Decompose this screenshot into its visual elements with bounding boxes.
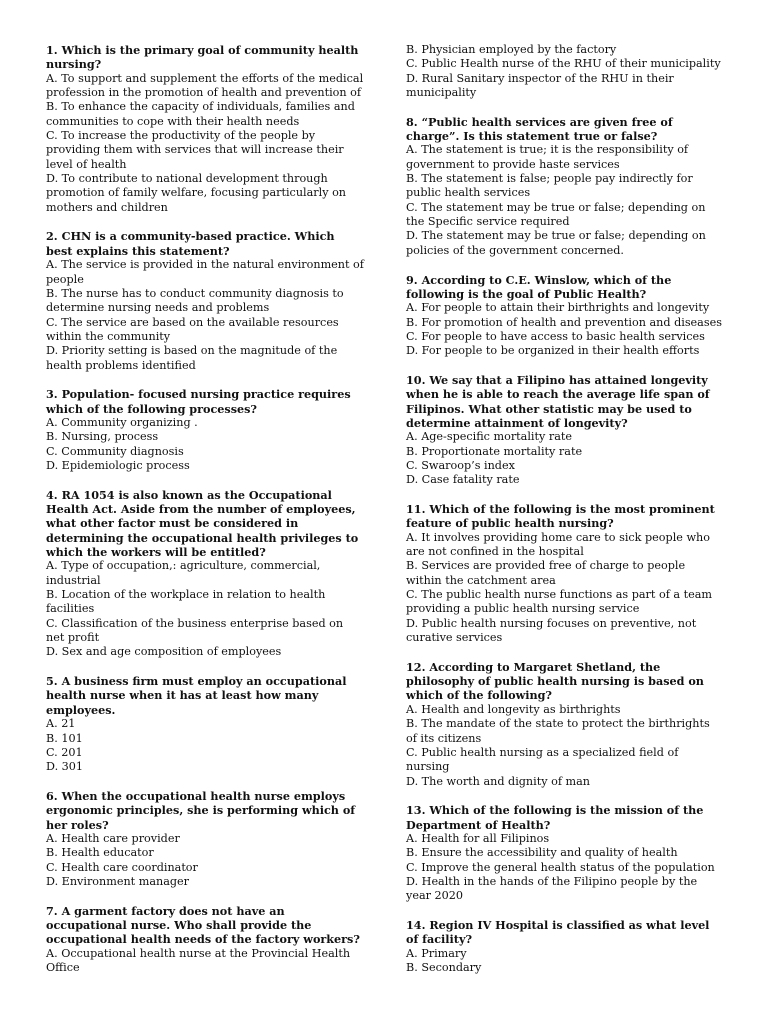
option: C. The public health nurse functions as part of a team providing a public health nursing service xyxy=(406,588,713,616)
question-text: 4. RA 1054 is also known as the Occupational Health Act. Aside from the number of employees, what other factor must be considered in determining the occupational health privileges to which the workers will be entitled? xyxy=(46,487,359,560)
option: B. Services are provided free of charge to people within the catchment area xyxy=(406,559,686,587)
question-7-continued xyxy=(406,43,724,100)
option: C. The service are based on the available resources within the community xyxy=(46,315,339,343)
option: D. Health in the hands of the Filipino people by the year 2020 xyxy=(406,874,698,903)
option: A. Age-specific mortality rate xyxy=(406,430,573,444)
option: C. Swaroop’s index xyxy=(406,458,515,472)
question-block xyxy=(406,803,724,903)
option: A. Health care provider xyxy=(46,831,180,845)
question-block xyxy=(406,660,724,789)
option: B. For promotion of health and prevention and diseases xyxy=(406,315,722,329)
option: D. Sex and age composition of employees xyxy=(46,645,282,659)
option: B. The statement is false; people pay indirectly for public health services xyxy=(406,172,693,200)
option: B. 101 xyxy=(46,731,83,745)
option: A. Type of occupation,: agriculture, commercial, industrial xyxy=(46,559,321,587)
option: D. To contribute to national development through promotion of family welfare, focusing particularly on mothers and children xyxy=(46,172,347,214)
question-text: 14. Region IV Hospital is classified as what level of facility? xyxy=(406,917,710,947)
option: C. To increase the productivity of the people by providing them with services that will increase their level of health xyxy=(46,129,344,171)
option: B. Physician employed by the factory xyxy=(406,43,617,56)
question-text: 13. Which of the following is the mission of the Department of Health? xyxy=(406,803,704,832)
question-block xyxy=(406,373,724,488)
right-column xyxy=(406,43,724,990)
option: B. The mandate of the state to protect the birthrights of its citizens xyxy=(406,717,710,745)
option: D. The statement may be true or false; depending on policies of the government concerned. xyxy=(406,229,706,257)
question-block xyxy=(46,904,364,976)
option: A. The service is provided in the natural environment of people xyxy=(46,258,364,286)
option: C. Improve the general health status of the population xyxy=(406,860,715,874)
question-block xyxy=(46,488,364,660)
option: C. For people to have access to basic health services xyxy=(406,329,705,343)
question-block xyxy=(46,43,364,215)
option: B. Secondary xyxy=(406,961,482,974)
option: A. It involves providing home care to sick people who are not confined in the hospital xyxy=(406,530,710,559)
question-block xyxy=(46,674,364,774)
option: C. Community diagnosis xyxy=(46,444,184,458)
option: C. Health care coordinator xyxy=(46,860,198,874)
option: D. Public health nursing focuses on preventive, not curative services xyxy=(406,616,697,645)
option: A. Community organizing . xyxy=(46,415,198,429)
option: A. 21 xyxy=(46,717,76,731)
option: B. Location of the workplace in relation to health facilities xyxy=(46,588,326,616)
option: A. To support and supplement the efforts of the medical profession in the promotion of health and prevention of xyxy=(46,71,364,100)
option: A. Primary xyxy=(406,946,467,960)
question-block xyxy=(46,229,364,372)
option: C. The statement may be true or false; depending on the Specific service required xyxy=(406,200,706,229)
option: B. Ensure the accessibility and quality of health xyxy=(406,846,678,860)
option: B. To enhance the capacity of individuals, families and communities to cope with their health needs xyxy=(46,100,355,128)
option: C. 201 xyxy=(46,745,83,759)
question-block xyxy=(406,273,724,359)
question-text: 10. We say that a Filipino has attained longevity when he is able to reach the average life span of Filipinos. What other statistic may be used to determine attainment of longevity? xyxy=(406,372,710,430)
question-text: 6. When the occupational health nurse employs ergonomic principles, she is performing which of her roles? xyxy=(46,788,356,832)
question-block xyxy=(406,115,724,258)
option: A. Health and longevity as birthrights xyxy=(406,702,621,716)
question-block xyxy=(406,918,724,975)
option: D. The worth and dignity of man xyxy=(406,774,591,788)
option: C. Public health nursing as a specialized field of nursing xyxy=(406,745,679,774)
option: B. Nursing, process xyxy=(46,430,159,444)
option: A. Health for all Filipinos xyxy=(406,831,550,845)
option: C. Classification of the business enterprise based on net profit xyxy=(46,616,344,645)
option: B. Proportionate mortality rate xyxy=(406,444,583,458)
question-text: 9. According to C.E. Winslow, which of the following is the goal of Public Health? xyxy=(406,272,672,301)
option: D. For people to be organized in their health efforts xyxy=(406,344,700,358)
option: A. For people to attain their birthrights and longevity xyxy=(406,301,710,315)
option: C. Public Health nurse of the RHU of their municipality xyxy=(406,57,721,71)
option: D. Priority setting is based on the magnitude of the health problems identified xyxy=(46,344,338,372)
question-text: 11. Which of the following is the most prominent feature of public health nursing? xyxy=(406,502,715,531)
option: A. The statement is true; it is the responsibility of government to provide haste services xyxy=(406,143,689,171)
question-text: 1. Which is the primary goal of community health nursing? xyxy=(46,43,359,72)
option: D. Environment manager xyxy=(46,874,190,888)
question-text: 7. A garment factory does not have an occupational nurse. Who shall provide the occupational health needs of the factory workers? xyxy=(46,903,360,947)
option: D. Rural Sanitary inspector of the RHU in their municipality xyxy=(406,71,674,100)
question-block xyxy=(406,502,724,645)
left-column xyxy=(46,43,364,990)
question-block xyxy=(46,387,364,473)
question-text: 2. CHN is a community-based practice. Which best explains this statement? xyxy=(46,229,335,258)
option: D. 301 xyxy=(46,760,84,774)
question-text: 3. Population- focused nursing practice requires which of the following processes? xyxy=(46,387,351,416)
question-block xyxy=(46,789,364,889)
option: B. The nurse has to conduct community diagnosis to determine nursing needs and problems xyxy=(46,286,344,315)
option: D. Epidemiologic process xyxy=(46,458,190,472)
option: D. Case fatality rate xyxy=(406,473,520,487)
question-text: 5. A business firm must employ an occupational health nurse when it has at least how many employees. xyxy=(46,674,347,717)
question-text: 12. According to Margaret Shetland, the philosophy of public health nursing is based on which of the following? xyxy=(406,659,704,703)
option: B. Health educator xyxy=(46,846,154,860)
option: A. Occupational health nurse at the Provincial Health Office xyxy=(46,946,351,974)
question-text: 8. “Public health services are given free of charge”. Is this statement true or false? xyxy=(406,114,673,144)
